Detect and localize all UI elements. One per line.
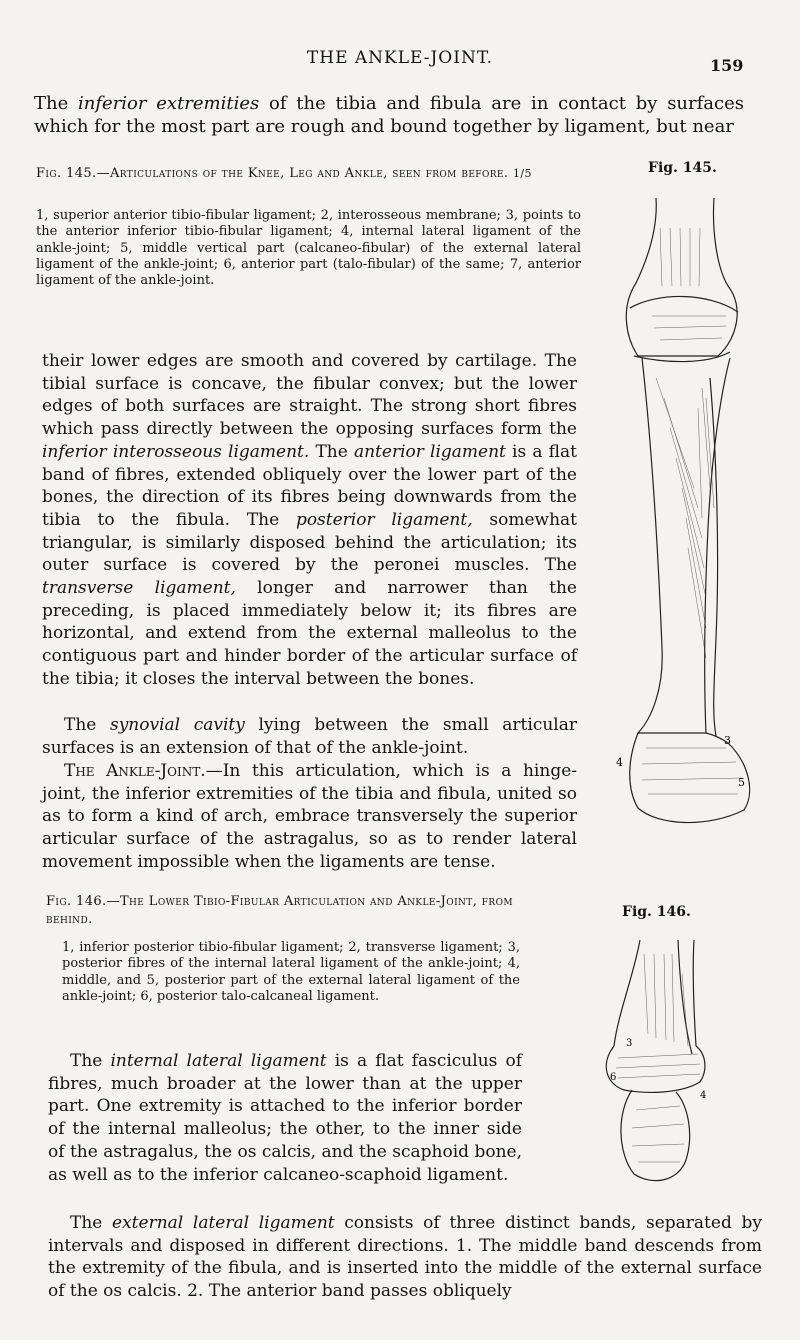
fig-146-caption-title: Fig. 146.—The Lower Tibio-Fibular Articulation and Ankle-Joint, from behind.: [46, 894, 513, 927]
fig-146-number-4: 4: [700, 1090, 707, 1101]
tibia-outline: [638, 358, 730, 733]
femur-outline: [626, 198, 737, 356]
fig-145-number-3: 3: [724, 734, 731, 747]
fig-146-number-3: 3: [626, 1038, 633, 1049]
page-number: 159: [710, 56, 744, 75]
intro-paragraph: The inferior extremities of the tibia and fibula are in contact by surfaces which for the most part are rough and bound together by ligament, but near: [34, 93, 744, 137]
term-inferior-extremities: inferior extremities: [78, 93, 260, 114]
fig-145-scale: 1/5: [512, 167, 532, 180]
ankle-joint-paragraph: The Ankle-Joint.—In this articulation, which is a hinge-joint, the inferior extremities of the tibia and fibula, united so as to form a kind of arch, embrace transversely the superior articular surface of the astragalus, so as to render lateral movement impossible when the ligaments are tense.: [42, 761, 578, 872]
fig-145-number-4: 4: [616, 756, 623, 769]
fig-145-caption-title: Fig. 145.—Articulations of the Knee, Leg and Ankle, seen from before. 1/5: [36, 166, 532, 181]
external-lateral-ligament-paragraph: The external lateral ligament consists of three distinct bands, separated by intervals and disposed in different directions. 1. The middle band descends from the extremity of the fibula, and is inserted into the middle of the external surface of the os calcis. 2. The anterior band passes obliquely: [48, 1213, 762, 1302]
synovial-paragraph: The synovial cavity lying between the small articular surfaces is an extension of that of the ankle-joint.: [42, 715, 577, 758]
ankle-joint-heading: The Ankle-Joint.: [64, 761, 206, 781]
fig-146-label: Fig. 146.: [622, 904, 691, 920]
fig-145-illustration: [598, 188, 768, 838]
fig-145-label: Fig. 145.: [648, 160, 717, 176]
heel-outline: [621, 1090, 690, 1181]
internal-lateral-ligament-paragraph: The internal lateral ligament is a flat fasciculus of fibres, much broader at the lower than at the upper part. One extremity is attached to the inferior border of the internal malleolus; the other, to the inner side of the astragalus, the os calcis, and the scaphoid bone, as well as to the inferior calcaneo-scaphoid ligament.: [48, 1051, 523, 1185]
fig-145-number-5: 5: [738, 776, 745, 789]
ankle-joint-outline: [606, 1046, 705, 1092]
fig-145-caption-body: 1, superior anterior tibio-fibular ligament; 2, interosseous membrane; 3, points to the anterior inferior tibio-fibular ligament; 4, internal lateral ligament of the ankle-joint; 5, middle vertical part (calcaneo-fibular) of the external lateral ligament of the ankle-joint; 6, anterior part (talo-fibular) of the same; 7, anterior ligament of the ankle-joint.: [36, 208, 581, 289]
fig-146-illustration: [596, 934, 716, 1186]
tibiofibular-paragraph: their lower edges are smooth and covered by cartilage. The tibial surface is concave, the fibular convex; but the lower edges of both surfaces are straight. The strong short fibres which pass directly between the opposing surfaces form the inferior interosseous ligament. The anterior ligament is a flat band of fibres, extended obliquely over the lower part of the bones, the direction of its fibres being downwards from the tibia to the fibula. The posterior ligament, somewhat triangular, is similarly disposed behind the articulation; its outer surface is covered by the peronei muscles. The transverse ligament, longer and narrower than the preceding, is placed immediately below it; its fibres are horizontal, and extend from the external malleolus to the contiguous part and hinder border of the articular surface of the tibia; it closes the interval between the bones.: [42, 351, 577, 689]
fig-146-caption-body: 1, inferior posterior tibio-fibular ligament; 2, transverse ligament; 3, posterior fibres of the internal lateral ligament of the ankle-joint; 4, middle, and 5, posterior part of the external lateral ligament of the ankle-joint; 6, posterior talo-calcaneal ligament.: [62, 940, 520, 1004]
fibula-lower-outline: [678, 940, 692, 1054]
fig-146-number-6: 6: [610, 1072, 617, 1083]
running-title: THE ANKLE-JOINT.: [306, 48, 494, 68]
ankle-bones: [630, 733, 750, 823]
